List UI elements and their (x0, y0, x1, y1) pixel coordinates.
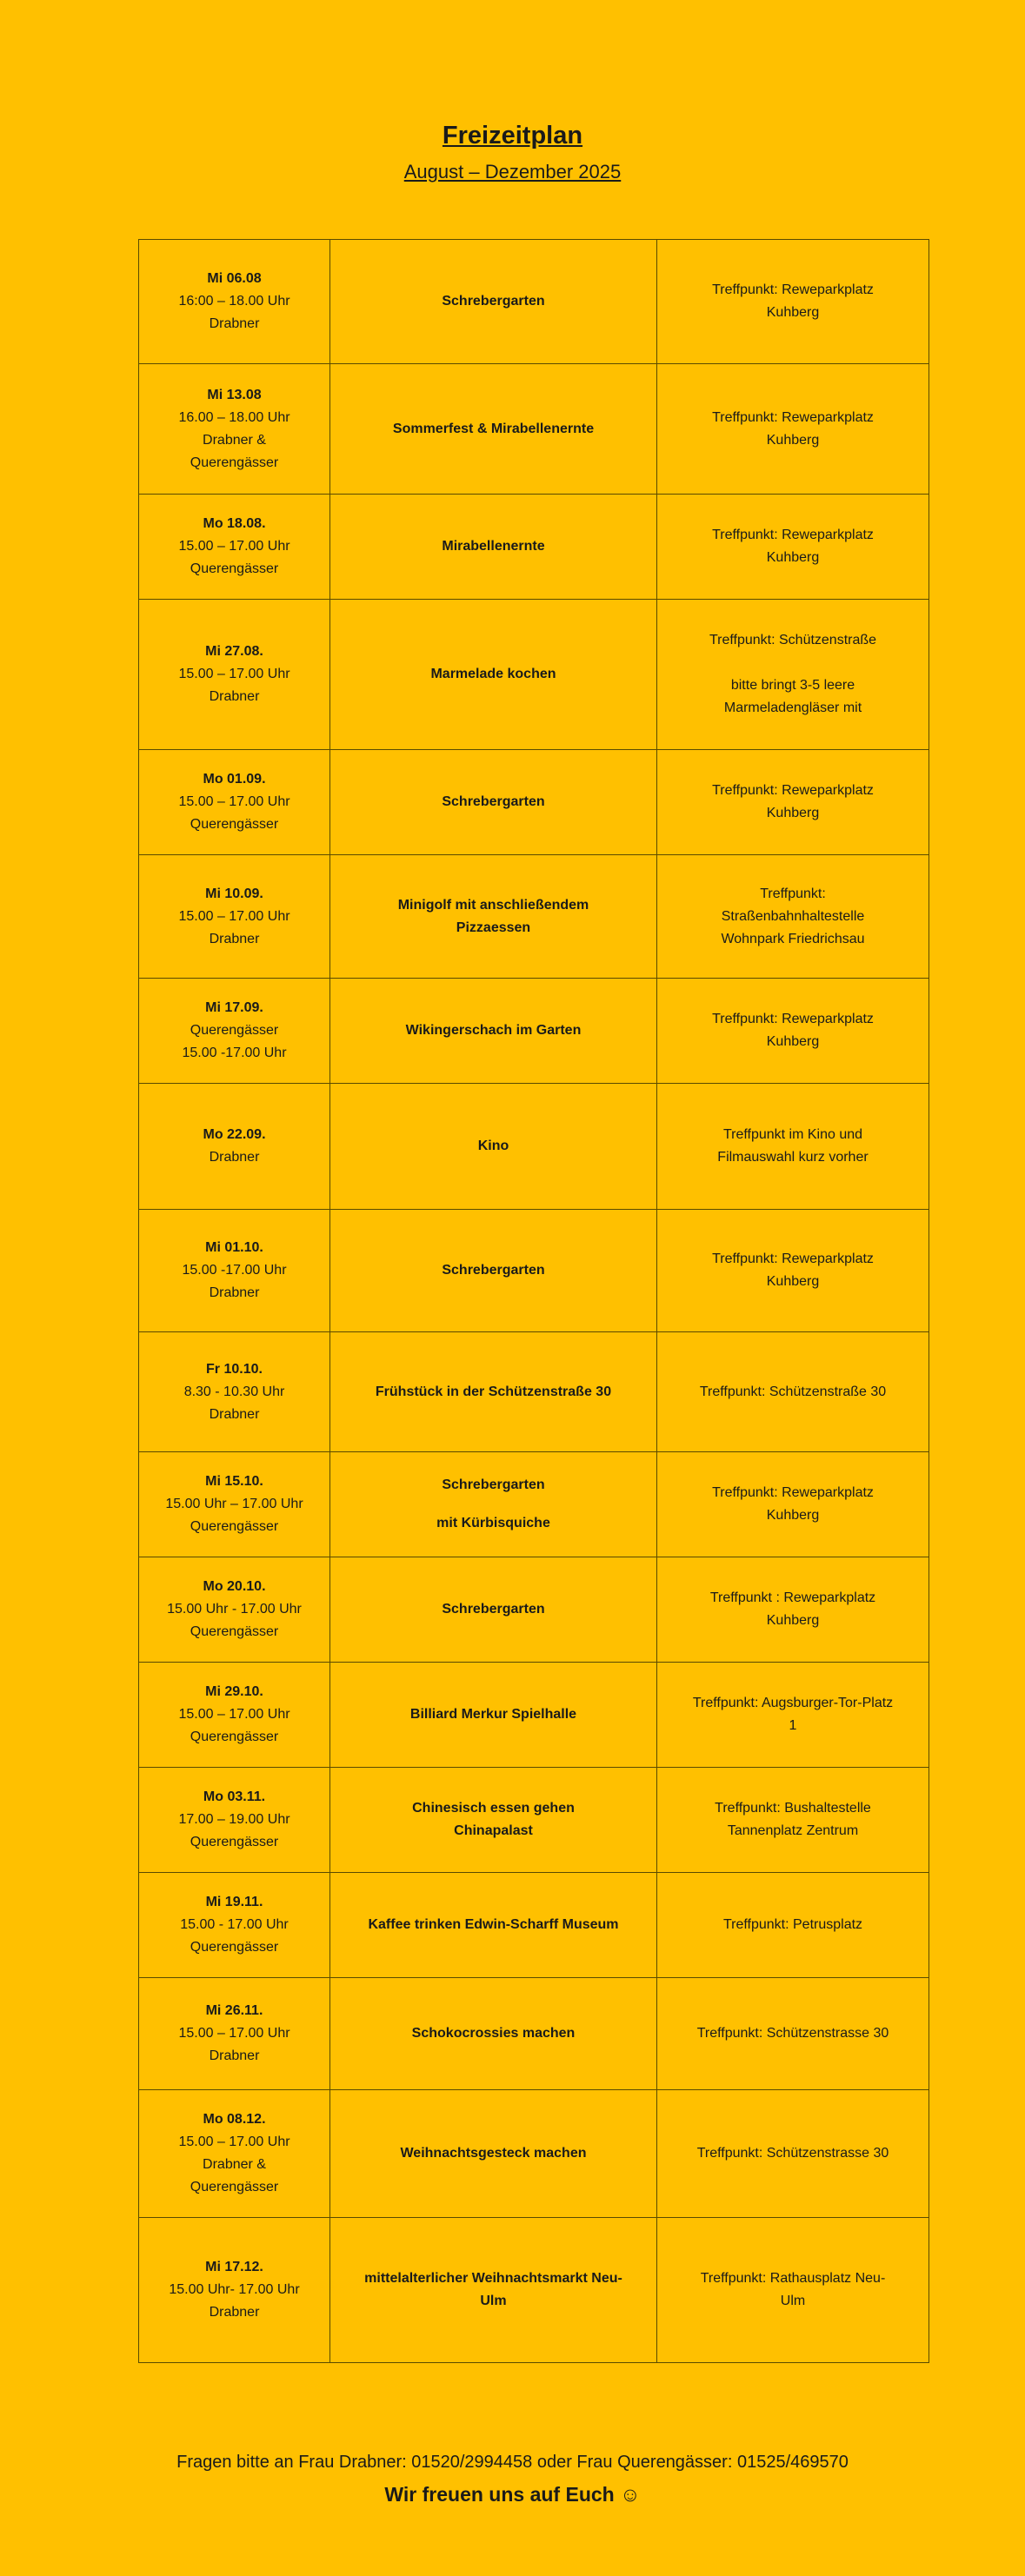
date-cell (139, 2090, 330, 2218)
event-date: Mi 01.10. (205, 1240, 263, 1255)
activity-text: Frühstück in der Schützenstraße 30 (375, 1384, 612, 1399)
meeting-point-cell (657, 1084, 929, 1210)
date-cell (139, 1452, 330, 1557)
event-date: Mi 29.10. (205, 1684, 263, 1699)
date-cell (139, 979, 330, 1084)
header (0, 122, 1025, 183)
event-detail: 15.00 Uhr- 17.00 Uhr (169, 2282, 300, 2297)
event-detail: 15.00 - 17.00 Uhr (180, 1917, 289, 1932)
activity-cell (330, 1210, 657, 1332)
meeting-point-text: Ulm (780, 2294, 806, 2308)
event-detail: Drabner (209, 1406, 260, 1422)
event-detail: 15.00 -17.00 Uhr (182, 1046, 287, 1060)
event-detail: Querengässer (190, 2180, 279, 2194)
meeting-point-text: Kuhberg (766, 432, 820, 448)
event-date: Mi 15.10. (205, 1474, 263, 1489)
event-detail: Querengässer (190, 561, 279, 576)
meeting-point-cell (657, 1873, 929, 1978)
activity-text: Ulm (480, 2294, 507, 2308)
meeting-point-cell (657, 495, 929, 600)
table-row (139, 1452, 929, 1557)
activity-cell (330, 240, 657, 364)
meeting-point-text: Treffpunkt: (760, 886, 826, 901)
event-date: Mi 27.08. (205, 644, 263, 659)
activity-cell (330, 2090, 657, 2218)
event-detail: 15.00 Uhr – 17.00 Uhr (165, 1497, 303, 1511)
meeting-point-text: Treffpunkt: Reweparkplatz (712, 1012, 874, 1026)
schedule-body (139, 240, 929, 2363)
meeting-point-text: Treffpunkt: Reweparkplatz (712, 1485, 874, 1500)
event-detail: 16.00 – 18.00 Uhr (178, 409, 290, 425)
meeting-point-text: Treffpunkt: Schützenstraße 30 (699, 1384, 887, 1399)
activity-cell (330, 495, 657, 600)
event-detail: 15.00 – 17.00 Uhr (178, 2026, 290, 2041)
meeting-point-text: Straßenbahnhaltestelle (721, 908, 865, 924)
meeting-point-text: Kuhberg (766, 305, 820, 320)
meeting-point-text: Treffpunkt: Rathausplatz Neu- (700, 2271, 886, 2286)
activity-text: Chinapalast (454, 1823, 533, 1838)
meeting-point-cell (657, 1210, 929, 1332)
event-detail: Querengässer (190, 1730, 279, 1744)
date-cell (139, 1210, 330, 1332)
activity-cell (330, 2218, 657, 2363)
activity-cell (330, 1978, 657, 2090)
date-cell (139, 1084, 330, 1210)
contact-text: Fragen bitte an Frau Drabner: 01520/2994458 oder Frau Querengässer: 01525/469570 (176, 2453, 849, 2472)
activity-text: Mirabellenernte (442, 539, 545, 554)
schedule-table (138, 239, 929, 2363)
event-date: Fr 10.10. (206, 1361, 263, 1377)
table-row (139, 600, 929, 750)
date-cell (139, 750, 330, 855)
activity-text: mittelalterlicher Weihnachtsmarkt Neu- (364, 2271, 622, 2286)
event-date: Mo 18.08. (203, 516, 266, 531)
date-cell (139, 600, 330, 750)
event-detail: Querengässer (190, 1624, 279, 1639)
table-row (139, 2218, 929, 2363)
activity-text: mit Kürbisquiche (436, 1516, 550, 1530)
event-detail: Drabner (209, 689, 260, 704)
event-detail: 15.00 Uhr - 17.00 Uhr (167, 1602, 302, 1617)
activity-text: Schokocrossies machen (411, 2026, 576, 2041)
activity-text: Kino (477, 1139, 509, 1153)
event-detail: 15.00 – 17.00 Uhr (178, 2134, 290, 2149)
meeting-point-text: Treffpunkt: Schützenstraße (709, 633, 877, 647)
page-title: Freizeitplan (442, 122, 583, 149)
table-row (139, 855, 929, 979)
event-date: Mo 20.10. (203, 1579, 266, 1594)
activity-cell (330, 1557, 657, 1663)
meeting-point-text: Wohnpark Friedrichsau (721, 931, 865, 946)
meeting-point-text: Treffpunkt im Kino und (722, 1127, 863, 1142)
table-row (139, 2090, 929, 2218)
table-row (139, 1332, 929, 1452)
event-detail: Drabner (209, 316, 260, 331)
activity-text: Schrebergarten (442, 1477, 545, 1492)
event-date: Mo 01.09. (203, 772, 266, 787)
meeting-point-text: Treffpunkt: Schützenstrasse 30 (696, 2146, 889, 2161)
closing-text: Wir freuen uns auf Euch ☺ (384, 2483, 641, 2506)
activity-text: Sommerfest & Mirabellenernte (392, 421, 595, 436)
meeting-point-cell (657, 979, 929, 1084)
event-detail: 8.30 - 10.30 Uhr (183, 1384, 285, 1399)
meeting-point-text: Treffpunkt: Reweparkplatz (712, 282, 874, 297)
event-detail: Drabner & (203, 2157, 266, 2172)
meeting-point-text: 1 (789, 1718, 797, 1733)
activity-cell (330, 1663, 657, 1768)
activity-text: Chinesisch essen gehen (412, 1801, 575, 1816)
event-date: Mi 26.11. (205, 2003, 263, 2018)
meeting-point-text: Kuhberg (766, 1508, 820, 1523)
table-row (139, 240, 929, 364)
event-date: Mi 10.09. (205, 886, 263, 901)
activity-cell (330, 1873, 657, 1978)
event-detail: Drabner & (203, 432, 266, 448)
activity-text: Pizzaessen (456, 920, 531, 935)
meeting-point-cell (657, 2218, 929, 2363)
meeting-point-text: Treffpunkt : Reweparkplatz (709, 1590, 876, 1605)
event-detail: Querengässer (190, 455, 279, 470)
activity-cell (330, 750, 657, 855)
event-detail: Querengässer (190, 1835, 279, 1849)
meeting-point-cell (657, 1768, 929, 1873)
activity-text: Kaffee trinken Edwin-Scharff Museum (368, 1917, 619, 1932)
event-date: Mi 17.09. (205, 1000, 263, 1015)
date-cell (139, 495, 330, 600)
event-detail: Drabner (209, 2048, 260, 2063)
meeting-point-text: Treffpunkt: Augsburger-Tor-Platz (692, 1696, 894, 1710)
footer (0, 2453, 1025, 2506)
meeting-point-text: Kuhberg (766, 1034, 820, 1049)
meeting-point-cell (657, 1978, 929, 2090)
activity-cell (330, 855, 657, 979)
table-row (139, 1557, 929, 1663)
activity-cell (330, 364, 657, 495)
meeting-point-cell (657, 855, 929, 979)
meeting-point-cell (657, 1663, 929, 1768)
event-date: Mi 06.08 (207, 271, 262, 286)
event-date: Mo 22.09. (203, 1127, 266, 1142)
event-detail: 15.00 -17.00 Uhr (182, 1263, 287, 1278)
activity-cell (330, 600, 657, 750)
event-detail: 15.00 – 17.00 Uhr (178, 667, 290, 681)
meeting-point-cell (657, 2090, 929, 2218)
meeting-point-text: Kuhberg (766, 1613, 820, 1628)
event-date: Mo 08.12. (203, 2112, 266, 2127)
activity-text: Schrebergarten (442, 1263, 545, 1278)
table-row (139, 364, 929, 495)
table-row (139, 1663, 929, 1768)
activity-text: Billiard Merkur Spielhalle (409, 1707, 577, 1722)
date-cell (139, 1873, 330, 1978)
event-date: Mo 03.11. (203, 1789, 266, 1804)
page-subtitle: August – Dezember 2025 (403, 161, 622, 183)
event-detail: Drabner (209, 2305, 260, 2320)
meeting-point-text: Treffpunkt: Reweparkplatz (712, 1251, 874, 1266)
event-detail: 15.00 – 17.00 Uhr (178, 794, 290, 809)
event-detail: Drabner (209, 1285, 260, 1300)
activity-text: Marmelade kochen (430, 667, 556, 681)
table-row (139, 750, 929, 855)
date-cell (139, 1332, 330, 1452)
table-row (139, 495, 929, 600)
event-detail: Querengässer (190, 817, 279, 832)
meeting-point-cell (657, 1332, 929, 1452)
activity-cell (330, 1084, 657, 1210)
event-date: Mi 17.12. (205, 2260, 263, 2274)
activity-cell (330, 1452, 657, 1557)
date-cell (139, 240, 330, 364)
date-cell (139, 855, 330, 979)
date-cell (139, 1663, 330, 1768)
meeting-point-text: Kuhberg (766, 1274, 820, 1289)
activity-text: Schrebergarten (442, 794, 545, 809)
meeting-point-cell (657, 750, 929, 855)
meeting-point-text: Marmeladengläser mit (723, 700, 862, 715)
date-cell (139, 2218, 330, 2363)
event-detail: 17.00 – 19.00 Uhr (178, 1812, 290, 1827)
event-detail: Querengässer (190, 1940, 279, 1955)
event-detail: 15.00 – 17.00 Uhr (178, 539, 290, 554)
activity-cell (330, 1768, 657, 1873)
meeting-point-text: bitte bringt 3-5 leere (730, 678, 855, 693)
event-detail: 16:00 – 18.00 Uhr (178, 294, 290, 309)
event-date: Mi 13.08 (207, 387, 262, 402)
date-cell (139, 364, 330, 495)
event-detail: Drabner (209, 931, 260, 946)
meeting-point-cell (657, 364, 929, 495)
activity-text: Weihnachtsgesteck machen (400, 2146, 587, 2161)
table-row (139, 1084, 929, 1210)
date-cell (139, 1978, 330, 2090)
meeting-point-text: Filmauswahl kurz vorher (717, 1150, 869, 1165)
date-cell (139, 1557, 330, 1663)
event-detail: Drabner (209, 1150, 260, 1165)
activity-text: Minigolf mit anschließendem (397, 897, 589, 913)
meeting-point-text: Treffpunkt: Bushaltestelle (715, 1801, 871, 1816)
meeting-point-text: Tannenplatz Zentrum (727, 1823, 859, 1838)
table-row (139, 1873, 929, 1978)
meeting-point-text: Treffpunkt: Petrusplatz (722, 1917, 863, 1932)
event-detail: 15.00 – 17.00 Uhr (178, 1707, 290, 1722)
activity-text: Wikingerschach im Garten (405, 1023, 582, 1038)
event-detail: Querengässer (190, 1519, 279, 1534)
activity-cell (330, 979, 657, 1084)
activity-text: Schrebergarten (442, 1602, 545, 1617)
meeting-point-text: Kuhberg (766, 806, 820, 820)
meeting-point-text: Treffpunkt: Reweparkplatz (712, 528, 874, 542)
meeting-point-text: Treffpunkt: Reweparkplatz (712, 409, 874, 425)
meeting-point-cell (657, 1452, 929, 1557)
event-detail: 15.00 – 17.00 Uhr (178, 908, 290, 924)
meeting-point-text: Treffpunkt: Schützenstrasse 30 (696, 2026, 889, 2041)
activity-text: Schrebergarten (442, 294, 545, 309)
table-row (139, 979, 929, 1084)
event-date: Mi 19.11. (205, 1895, 263, 1909)
meeting-point-cell (657, 240, 929, 364)
meeting-point-text: Treffpunkt: Reweparkplatz (712, 783, 874, 798)
table-row (139, 1210, 929, 1332)
meeting-point-cell (657, 1557, 929, 1663)
meeting-point-cell (657, 600, 929, 750)
date-cell (139, 1768, 330, 1873)
meeting-point-text: Kuhberg (766, 550, 820, 565)
table-row (139, 1978, 929, 2090)
event-detail: Querengässer (190, 1023, 279, 1038)
activity-cell (330, 1332, 657, 1452)
table-row (139, 1768, 929, 1873)
